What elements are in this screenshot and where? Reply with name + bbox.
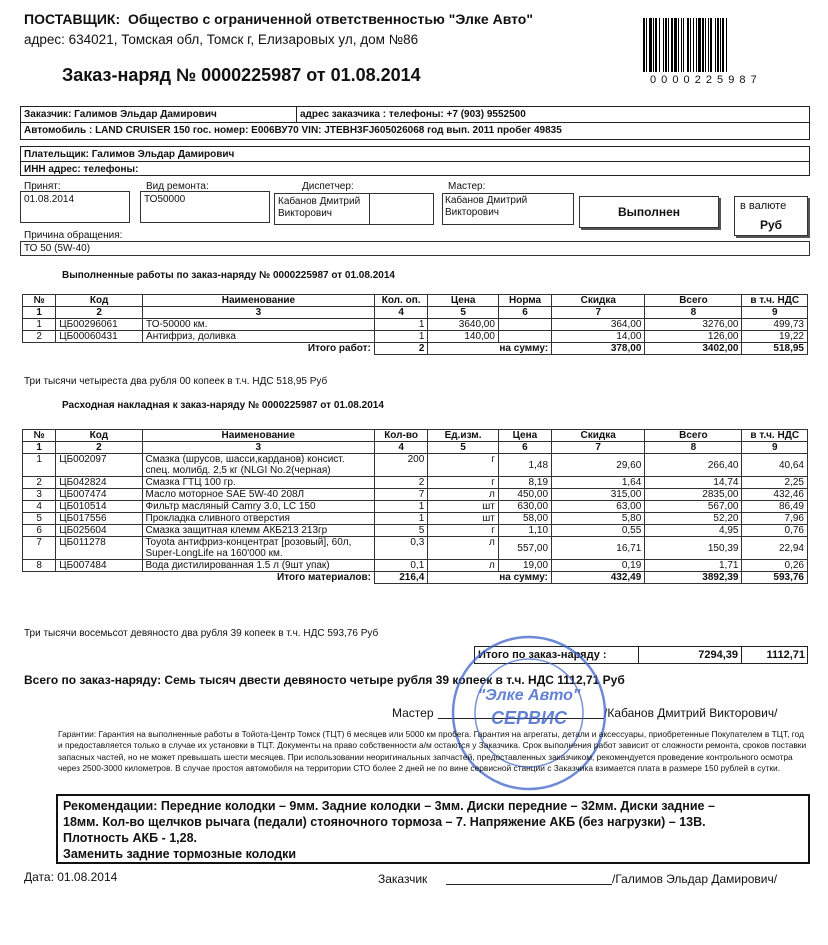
table-cell: 1 — [374, 331, 428, 343]
column-number: 9 — [742, 442, 808, 454]
table-cell: 150,39 — [645, 537, 742, 560]
table-cell: 1,64 — [552, 477, 645, 489]
works-amount-words: Три тысячи четыреста два рубля 00 копеек в т.ч. НДС 518,95 Руб — [24, 376, 328, 387]
column-header: Наименование — [143, 295, 375, 307]
column-header: Скидка — [552, 430, 645, 442]
column-header: Скидка — [552, 295, 645, 307]
column-number: 4 — [374, 442, 427, 454]
table-cell: 3 — [23, 489, 56, 501]
table-cell: ТО-50000 км. — [143, 319, 375, 331]
sum-label: на сумму: — [428, 572, 552, 584]
column-header: Норма — [498, 295, 551, 307]
table-cell: 2 — [23, 331, 56, 343]
table-cell: г — [428, 477, 499, 489]
table-cell: ЦБ017556 — [56, 513, 142, 525]
table-cell: Смазка ГТЦ 100 гр. — [142, 477, 374, 489]
table-cell: 2,25 — [742, 477, 808, 489]
table-cell: ЦБ002097 — [56, 454, 142, 477]
column-header: Наименование — [142, 430, 374, 442]
table-cell: 557,00 — [498, 537, 551, 560]
table-cell: Прокладка сливного отверстия — [142, 513, 374, 525]
table-cell: Антифриз, доливка — [143, 331, 375, 343]
column-header: Всего — [645, 295, 742, 307]
table-cell: ЦБ025604 — [56, 525, 142, 537]
table-cell: 52,20 — [645, 513, 742, 525]
total-label: Итого материалов: — [23, 572, 375, 584]
document-date: Дата: 01.08.2014 — [24, 870, 118, 884]
divider — [638, 646, 639, 664]
table-cell: 0,76 — [742, 525, 808, 537]
table-cell: 14,00 — [552, 331, 645, 343]
table-cell: Toyota антифриз-концентрат [розовый], 60л, Super-LongLife на 160'000 км. — [142, 537, 374, 560]
accepted-label: Принят: — [24, 181, 61, 192]
master-sign-label: Мастер — [392, 706, 434, 720]
column-number: 7 — [552, 442, 645, 454]
recommendation-line: Плотность АКБ - 1,28. — [63, 831, 198, 845]
table-cell: 19,00 — [498, 560, 551, 572]
table-cell: 630,00 — [498, 501, 551, 513]
customer-sign-label: Заказчик — [378, 872, 428, 886]
table-row — [23, 501, 808, 513]
table-row — [23, 454, 808, 477]
supplier-address: адрес: 634021, Томская обл, Томск г, Елизаровых ул, дом №86 — [24, 32, 419, 47]
column-header: Код — [56, 295, 143, 307]
table-cell: 19,22 — [742, 331, 808, 343]
table-cell: 450,00 — [498, 489, 551, 501]
table-cell: ЦБ00296061 — [56, 319, 143, 331]
table-cell: Фильтр масляный Camry 3.0, LC 150 — [142, 501, 374, 513]
column-header: Кол. оп. — [374, 295, 428, 307]
works-table — [22, 294, 808, 355]
column-number: 9 — [742, 307, 808, 319]
recommendation-line: Рекомендации: Передние колодки – 9мм. Задние колодки – 3мм. Диски передние – 32мм. Диски задние – — [63, 799, 715, 813]
table-cell: 1 — [374, 513, 427, 525]
total-label: Итого работ: — [23, 343, 375, 355]
divider — [296, 106, 297, 122]
divider — [20, 161, 810, 162]
recommendations-box — [56, 794, 810, 864]
column-number: 2 — [56, 442, 142, 454]
table-row — [23, 525, 808, 537]
grand-total-words: Всего по заказ-наряду: Семь тысяч двести девяносто четыре рубля 39 копеек в т.ч. НДС 1112,71 Руб — [24, 673, 625, 687]
barcode — [643, 18, 808, 72]
table-cell: 2835,00 — [645, 489, 742, 501]
status-badge: Выполнен — [579, 196, 719, 228]
table-cell: 315,00 — [552, 489, 645, 501]
table-cell: 1,48 — [498, 454, 551, 477]
table-cell: 6 — [23, 525, 56, 537]
table-cell: 3276,00 — [645, 319, 742, 331]
table-cell: л — [428, 560, 499, 572]
table-cell: 8,19 — [498, 477, 551, 489]
table-cell: 63,00 — [552, 501, 645, 513]
table-cell: г — [428, 454, 499, 477]
materials-table — [22, 429, 808, 584]
table-cell: Смазка (шрусов, шасси,карданов) консист. спец. молибд. 2,5 кг (NLGI No.2(черная) — [142, 454, 374, 477]
table-cell: Вода дистилированная 1.5 л (9шт упак) — [142, 560, 374, 572]
master-label: Мастер: — [448, 181, 486, 192]
table-cell: 3640,00 — [428, 319, 499, 331]
column-header: № — [23, 295, 56, 307]
column-header: Ед.изм. — [428, 430, 499, 442]
supplier-label: ПОСТАВЩИК: — [24, 11, 121, 27]
table-cell: 29,60 — [552, 454, 645, 477]
column-number: 7 — [552, 307, 645, 319]
supplier-name: Общество с ограниченной ответственностью "Элке Авто" — [128, 11, 533, 27]
column-header: Цена — [498, 430, 551, 442]
table-cell: 0,55 — [552, 525, 645, 537]
table-cell: 567,00 — [645, 501, 742, 513]
customer-address: адрес заказчика : телефоны: +7 (903) 9552500 — [300, 109, 526, 120]
table-cell — [498, 319, 551, 331]
materials-title: Расходная накладная к заказ-наряду № 0000225987 от 01.08.2014 — [62, 400, 384, 411]
customer-sign-name: /Галимов Эльдар Дамирович/ — [612, 872, 778, 886]
table-cell: 0,19 — [552, 560, 645, 572]
document-title: Заказ-наряд № 0000225987 от 01.08.2014 — [62, 65, 421, 85]
master-sign-name: /Кабанов Дмитрий Викторович/ — [604, 706, 778, 720]
column-header: в т.ч. НДС — [742, 430, 808, 442]
column-number: 8 — [645, 442, 742, 454]
column-number: 3 — [142, 442, 374, 454]
stamp-line2: СЕРВИС — [491, 708, 567, 728]
dispatcher-label: Диспетчер: — [302, 181, 354, 192]
table-cell: ЦБ007484 — [56, 560, 142, 572]
table-cell: 4 — [23, 501, 56, 513]
table-cell: 432,46 — [742, 489, 808, 501]
table-cell: 2 — [23, 477, 56, 489]
table-row — [23, 477, 808, 489]
table-row — [23, 513, 808, 525]
repair-type-field: ТО50000 — [140, 191, 270, 223]
column-header: Кол-во — [374, 430, 427, 442]
table-cell: 5,80 — [552, 513, 645, 525]
table-row — [23, 331, 808, 343]
table-cell: ЦБ011278 — [56, 537, 142, 560]
table-cell: 1 — [374, 319, 428, 331]
column-header: Цена — [428, 295, 499, 307]
table-cell: 5 — [374, 525, 427, 537]
column-header: № — [23, 430, 56, 442]
table-cell: 7,96 — [742, 513, 808, 525]
divider — [741, 646, 742, 664]
table-cell: ЦБ007474 — [56, 489, 142, 501]
table-cell: 266,40 — [645, 454, 742, 477]
table-cell: 0,1 — [374, 560, 427, 572]
table-cell: ЦБ042824 — [56, 477, 142, 489]
column-number: 1 — [23, 307, 56, 319]
total-qty: 216,4 — [374, 572, 427, 584]
recommendation-line: 18мм. Кол-во щелчков рычага (педали) стояночного тормоза – 7. Напряжение АКБ (без нагрузки) – 13В. — [63, 815, 706, 829]
currency-value: Руб — [760, 218, 783, 232]
table-row — [23, 537, 808, 560]
table-cell: Масло моторное SAE 5W-40 208Л — [142, 489, 374, 501]
column-number: 5 — [428, 442, 499, 454]
table-cell: Смазка защитная клемм АКБ213 213гр — [142, 525, 374, 537]
table-cell: ЦБ00060431 — [56, 331, 143, 343]
table-cell: 1 — [23, 454, 56, 477]
column-number: 2 — [56, 307, 143, 319]
column-number: 1 — [23, 442, 56, 454]
reason-field: ТО 50 (5W-40) — [20, 241, 810, 256]
customer-name: Заказчик: Галимов Эльдар Дамирович — [24, 109, 217, 120]
total-vat: 593,76 — [742, 572, 808, 584]
column-number: 3 — [143, 307, 375, 319]
table-cell: шт — [428, 513, 499, 525]
table-cell: 126,00 — [645, 331, 742, 343]
column-header: Всего — [645, 430, 742, 442]
total-discount: 378,00 — [552, 343, 645, 355]
table-cell: 0,3 — [374, 537, 427, 560]
total-row — [23, 343, 808, 355]
repair-type-label: Вид ремонта: — [146, 181, 209, 192]
table-cell: 4,95 — [645, 525, 742, 537]
barcode-text: 0 0 0 0 2 2 5 9 8 7 — [650, 74, 758, 86]
accepted-field: 01.08.2014 — [20, 191, 130, 223]
dispatcher-box — [274, 193, 434, 225]
master-box — [442, 193, 574, 225]
table-cell: 58,00 — [498, 513, 551, 525]
column-number: 6 — [498, 442, 551, 454]
recommendation-line: Заменить задние тормозные колодки — [63, 847, 297, 861]
table-cell: 499,73 — [742, 319, 808, 331]
works-title: Выполненные работы по заказ-наряду № 0000225987 от 01.08.2014 — [62, 270, 395, 281]
customer-sign-line — [446, 884, 612, 885]
table-cell: 5 — [23, 513, 56, 525]
table-cell: 16,71 — [552, 537, 645, 560]
table-cell: 1 — [374, 501, 427, 513]
table-cell: ЦБ010514 — [56, 501, 142, 513]
payer-inn: ИНН адрес: телефоны: — [24, 164, 139, 175]
column-header: в т.ч. НДС — [742, 295, 808, 307]
car-info: Автомобиль : LAND CRUISER 150 гос. номер: Е006ВУ70 VIN: JTEBH3FJ605026068 год вып. 2011 пробег 49835 — [24, 125, 562, 136]
total-vat: 518,95 — [742, 343, 808, 355]
table-cell: 22,94 — [742, 537, 808, 560]
total-qty: 2 — [374, 343, 428, 355]
divider — [20, 122, 810, 123]
table-row — [23, 489, 808, 501]
table-cell: 364,00 — [552, 319, 645, 331]
column-header: Код — [56, 430, 142, 442]
table-row — [23, 319, 808, 331]
table-cell: 1,10 — [498, 525, 551, 537]
total-sum: 3892,39 — [645, 572, 742, 584]
column-number: 6 — [498, 307, 551, 319]
table-cell: шт — [428, 501, 499, 513]
grand-total-sum: 7294,39 — [698, 649, 738, 661]
table-cell: 2 — [374, 477, 427, 489]
table-cell: 86,49 — [742, 501, 808, 513]
master-field: Кабанов Дмитрий Викторович — [445, 195, 528, 218]
total-sum: 3402,00 — [645, 343, 742, 355]
reason-label: Причина обращения: — [24, 230, 123, 241]
table-cell: 140,00 — [428, 331, 499, 343]
table-cell: 0,26 — [742, 560, 808, 572]
table-cell: 7 — [23, 537, 56, 560]
table-row — [23, 560, 808, 572]
total-row — [23, 572, 808, 584]
table-cell: 8 — [23, 560, 56, 572]
table-cell: 40,64 — [742, 454, 808, 477]
column-number: 8 — [645, 307, 742, 319]
table-cell: 200 — [374, 454, 427, 477]
column-number: 5 — [428, 307, 499, 319]
grand-total-label: Итого по заказ-наряду : — [478, 649, 607, 661]
table-cell: л — [428, 489, 499, 501]
currency-label: в валюте — [740, 200, 787, 212]
table-cell: 1,71 — [645, 560, 742, 572]
grand-total-vat: 1112,71 — [766, 649, 805, 661]
materials-amount-words: Три тысячи восемьсот девяносто два рубля 39 копеек в т.ч. НДС 593,76 Руб — [24, 628, 379, 639]
table-cell: 1 — [23, 319, 56, 331]
payer-name: Плательщик: Галимов Эльдар Дамирович — [24, 149, 235, 160]
table-cell — [498, 331, 551, 343]
total-discount: 432,49 — [552, 572, 645, 584]
table-cell: 14,74 — [645, 477, 742, 489]
dispatcher-field: Кабанов Дмитрий Викторович — [274, 193, 370, 225]
sum-label: на сумму: — [428, 343, 552, 355]
stamp-line1: "Элке Авто" — [477, 687, 581, 704]
column-number: 4 — [374, 307, 428, 319]
table-cell: л — [428, 537, 499, 560]
table-cell: 7 — [374, 489, 427, 501]
guarantee-text: Гарантии: Гарантия на выполненные работы в Тойота-Центр Томск (ТЦТ) 6 месяцев или 5000 км пробега. Гарантия на агрегаты, детали и аксессуары, приобретенные Покупателем в ТЦТ, год и предоставляется только в случае их установки в ТЦТ. Документы на право собственности а/м остаются у Заказчика. Срок выполнения работ зависит от сложности ремонта, сроков поставки запасных частей, но не может превышать шести месяцев. При использовании неоригинальных запчастей, предоставленных заказчиком, рекомендуется проведение контрольного осмотра через 2500-3000 километров. В случае простоя автомобиля на территории СТО более 2 дней не по вине сервисной станции с Заказчика взимается плата в размере 150 рублей в сутки. — [58, 729, 807, 774]
table-cell: г — [428, 525, 499, 537]
